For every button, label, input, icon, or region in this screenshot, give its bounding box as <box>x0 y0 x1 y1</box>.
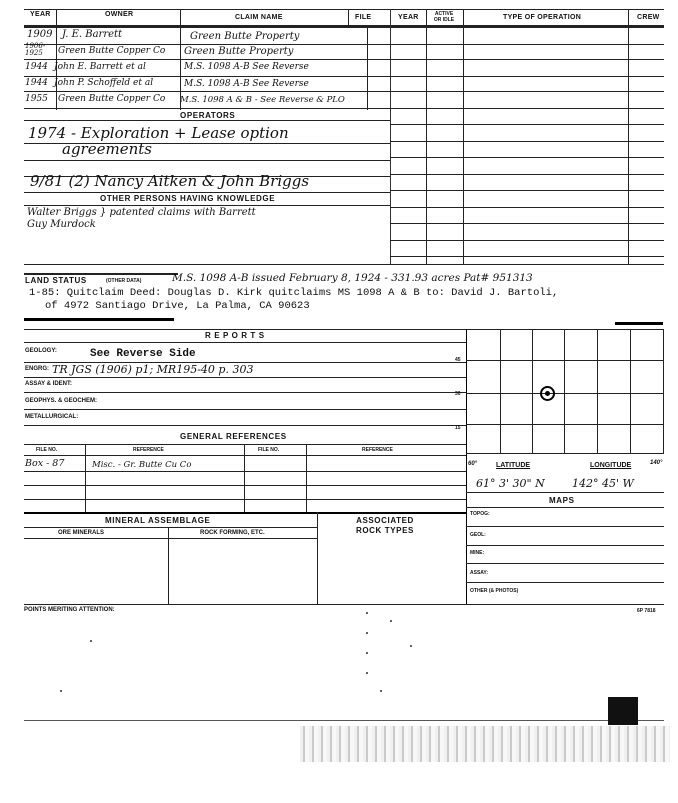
ore-minerals-label: ORE MINERALS <box>58 530 105 536</box>
associated-rock-types-label: ASSOCIATED ROCK TYPES <box>355 516 414 535</box>
row-1-year: 1909 <box>27 29 53 40</box>
row-4-claim: M.S. 1098 A-B See Reverse <box>184 79 309 89</box>
row-3-year: 1944 <box>25 62 48 72</box>
row-3-owner: John E. Barrett et al <box>54 62 146 72</box>
metallurgical-label: METALLURGICAL: <box>25 414 79 420</box>
maps-title: MAPS <box>549 496 575 505</box>
ref-col-reference-1: REFERENCE <box>133 447 164 453</box>
scan-smudge <box>300 726 670 762</box>
header-claim-name: CLAIM NAME <box>235 14 283 21</box>
maps-mine: MINE: <box>470 550 485 556</box>
lat-prefix: 60° <box>468 461 478 467</box>
row-5-owner: Green Butte Copper Co <box>58 94 166 104</box>
land-status-hand: M.S. 1098 A-B issued February 8, 1924 - 331.93 acres Pat# 951313 <box>172 272 533 284</box>
maps-other: OTHER (& PHOTOS) <box>470 588 519 594</box>
header-year: YEAR <box>30 11 51 18</box>
land-status-line-1: 1-85: Quitclaim Deed: Douglas D. Kirk quitclaims MS 1098 A & B to: David J. Bartoli, <box>29 287 559 299</box>
row-3-claim: M.S. 1098 A-B See Reverse <box>184 62 309 72</box>
header-owner: OWNER <box>105 11 134 18</box>
maps-topog: TOPOG: <box>470 511 490 517</box>
engrg-value: TR JGS (1906) p1; MR195-40 p. 303 <box>52 363 254 376</box>
grid-label-15: 15 <box>455 425 461 431</box>
scan-artifact-block <box>608 697 638 725</box>
row-4-owner: John P. Schoffeld et al <box>54 78 154 88</box>
operators-line-2: agreements <box>62 140 152 158</box>
grid-label-45: 45 <box>455 357 461 363</box>
row-4-year: 1944 <box>25 78 48 88</box>
lon-suffix: 140° <box>650 460 663 466</box>
general-references-title: GENERAL REFERENCES <box>180 432 287 441</box>
land-status-sublabel: (OTHER DATA) <box>106 278 142 284</box>
land-status-line-2: of 4972 Santiago Drive, La Palma, CA 90623 <box>45 300 310 312</box>
ref-row-1-file: Box - 87 <box>25 458 65 469</box>
ref-col-file-2: FILE NO. <box>258 447 280 453</box>
longitude-value: 142° 45' W <box>572 477 634 490</box>
operators-line-1: 1974 - Exploration + Lease option <box>28 124 289 142</box>
maps-assay: ASSAY: <box>470 570 489 576</box>
row-1-claim: Green Butte Property <box>190 31 300 42</box>
geophys-label: GEOPHYS. & GEOCHEM: <box>25 398 98 404</box>
header-year-right: YEAR <box>398 14 419 21</box>
rock-forming-label: ROCK FORMING, ETC. <box>200 530 265 536</box>
header-crew: CREW <box>637 14 660 21</box>
other-persons-line-2: Guy Murdock <box>27 219 96 230</box>
row-2-year: 1906- 1925 <box>25 42 46 57</box>
maps-geol: GEOL: <box>470 532 486 538</box>
geology-value: See Reverse Side <box>90 348 196 360</box>
row-2-owner: Green Butte Copper Co <box>58 46 166 56</box>
points-label: POINTS MERITING ATTENTION: <box>24 607 115 613</box>
other-persons-header: OTHER PERSONS HAVING KNOWLEDGE <box>100 194 276 203</box>
geology-label: GEOLOGY: <box>25 348 57 354</box>
operators-header: OPERATORS <box>180 111 236 120</box>
latitude-value: 61° 3' 30" N <box>476 477 545 490</box>
header-type-operation: TYPE OF OPERATION <box>503 14 582 21</box>
row-1-owner: J. E. Barrett <box>62 29 123 40</box>
ref-col-file-1: FILE NO. <box>36 447 58 453</box>
row-2-claim: Green Butte Property <box>184 46 294 57</box>
mineral-title: MINERAL ASSEMBLAGE <box>105 516 211 525</box>
engrg-label: ENGRG: <box>25 366 49 372</box>
other-persons-line-1: Walter Briggs } patented claims with Barrett <box>27 207 256 218</box>
form-code: 6P 7818 <box>637 608 656 614</box>
ref-row-1-reference: Misc. - Gr. Butte Cu Co <box>92 460 192 470</box>
operators-line-3: 9/81 (2) Nancy Aitken & John Briggs <box>30 172 310 190</box>
header-file: FILE <box>355 14 372 21</box>
header-active-idle: ACTIVE OR IDLE <box>433 11 455 23</box>
grid-label-30: 30 <box>455 391 461 397</box>
row-5-year: 1955 <box>25 94 48 104</box>
reports-title: R E P O R T S <box>205 331 265 340</box>
ref-col-reference-2: REFERENCE <box>362 447 393 453</box>
assay-label: ASSAY & IDENT: <box>25 381 73 387</box>
location-marker-icon <box>540 386 555 401</box>
longitude-label: LONGITUDE <box>590 462 632 469</box>
latitude-label: LATITUDE <box>496 462 531 469</box>
row-5-claim: M.S. 1098 A & B - See Reverse & PLO <box>180 95 345 105</box>
land-status-label: LAND STATUS <box>25 276 87 285</box>
